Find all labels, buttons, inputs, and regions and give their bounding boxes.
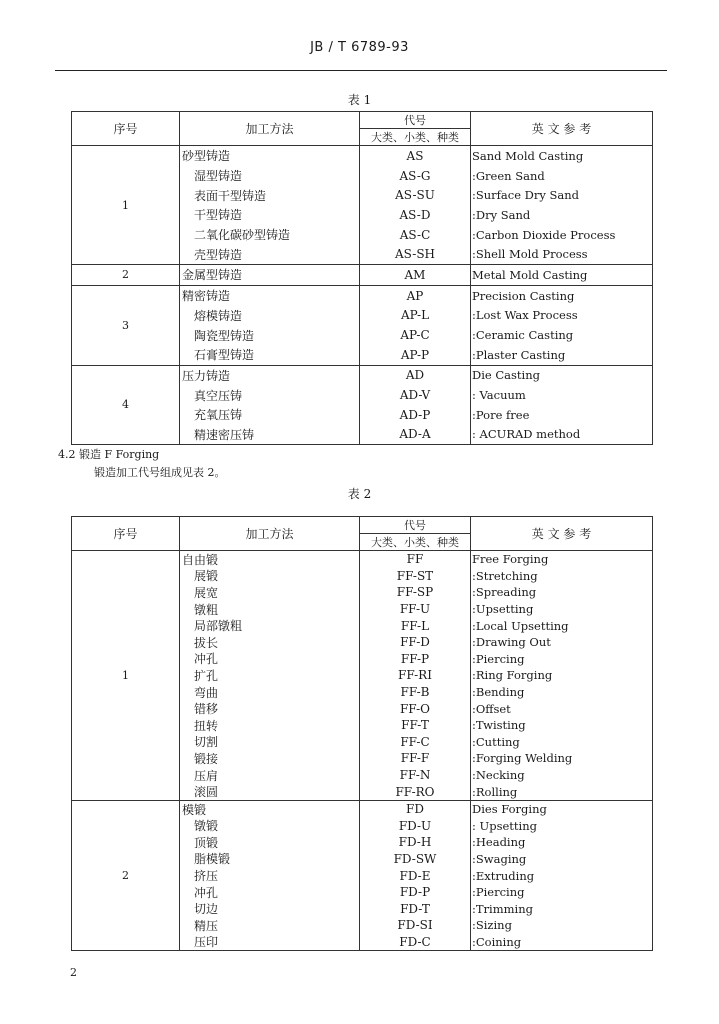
english-text: Free Forging	[472, 552, 549, 567]
method-text: 二氧化碳砂型铸造	[194, 228, 291, 243]
english-text: : Vacuum	[472, 388, 526, 403]
code-text: AS	[406, 148, 424, 163]
method-text: 扭转	[194, 718, 219, 733]
code-text: FF-C	[400, 734, 430, 749]
method-text: 顶锻	[194, 835, 219, 850]
method-text: 展宽	[194, 585, 219, 600]
code-text: AP	[406, 288, 424, 303]
table2	[71, 516, 653, 951]
code-cell	[360, 551, 471, 801]
code-text: FF-RI	[398, 668, 432, 683]
english-text: :Upsetting	[472, 602, 534, 617]
seq-cell: 1	[72, 146, 180, 265]
code-text: AP-C	[400, 328, 430, 343]
method-cell	[180, 551, 360, 801]
code-text: FD-E	[399, 868, 431, 883]
method-text: 压印	[194, 935, 219, 950]
english-cell	[471, 365, 653, 445]
code-text: AD-P	[399, 407, 431, 422]
code-text: AS-SH	[394, 247, 436, 262]
code-text: AS-C	[399, 227, 431, 242]
code-text: FF-D	[400, 635, 430, 650]
code-text: FD-U	[398, 818, 432, 833]
english-cell	[471, 146, 653, 265]
code-cell	[360, 365, 471, 445]
table2-header-code: 代号	[360, 517, 471, 534]
code-text: FD-SI	[397, 918, 433, 933]
method-text: 错移	[194, 702, 219, 717]
table2-header-method: 加工方法	[180, 517, 360, 551]
english-cell	[471, 551, 653, 801]
code-text: AD-A	[399, 427, 431, 442]
table1-header-code-sub: 大类、小类、种类	[360, 129, 471, 146]
table2-header-seq: 序号	[72, 517, 180, 551]
english-text: :Bending	[472, 685, 525, 700]
code-text: FF-F	[400, 751, 430, 766]
english-text: :Swaging	[472, 851, 527, 866]
method-text: 展锻	[194, 569, 219, 584]
english-cell	[471, 800, 653, 950]
method-text: 模锻	[182, 802, 207, 817]
method-text: 精压	[194, 918, 219, 933]
method-text: 压力铸造	[182, 368, 231, 383]
table2-group-row	[72, 800, 653, 950]
method-cell	[180, 285, 360, 365]
method-text: 切割	[194, 735, 219, 750]
table1-group-row	[72, 146, 653, 265]
method-text: 镦粗	[194, 602, 219, 617]
method-text: 滚圆	[194, 785, 219, 800]
code-text: FF-B	[400, 685, 430, 700]
code-text: FF-SP	[396, 585, 434, 600]
table2-body	[72, 551, 653, 951]
english-text: :Dry Sand	[472, 207, 531, 222]
section-heading: 4.2 锻造 F Forging	[58, 448, 160, 461]
english-text: :Forging Welding	[472, 751, 573, 766]
english-text: :Sizing	[472, 918, 512, 933]
code-text: FD-C	[399, 934, 431, 949]
code-text: FF-T	[401, 718, 429, 733]
method-cell	[180, 365, 360, 445]
table1-header-method: 加工方法	[180, 112, 360, 146]
code-text: FF-L	[400, 618, 430, 633]
table2-header-code-sub: 大类、小类、种类	[360, 534, 471, 551]
method-text: 陶瓷型铸造	[194, 328, 255, 343]
code-text: FF-ST	[396, 568, 434, 583]
table1-group-row	[72, 365, 653, 445]
method-text: 局部镦粗	[194, 619, 243, 634]
seq-cell: 3	[72, 285, 180, 365]
method-text: 脂模锻	[194, 852, 231, 867]
code-text: AS-D	[399, 207, 431, 222]
code-text: FF-RO	[395, 784, 435, 799]
table2-caption: 表 2	[347, 487, 372, 501]
method-cell	[180, 800, 360, 950]
english-text: :Carbon Dioxide Process	[472, 227, 616, 242]
english-text: Metal Mold Casting	[472, 267, 588, 282]
code-text: AP-L	[400, 308, 430, 323]
english-text: :Ring Forging	[472, 668, 553, 683]
english-text: :Shell Mold Process	[472, 247, 588, 262]
english-text: :Cutting	[472, 734, 520, 749]
table2-group-row	[72, 551, 653, 801]
method-text: 精速密压铸	[194, 427, 255, 442]
table1-header-seq: 序号	[72, 112, 180, 146]
code-text: FF	[406, 552, 424, 567]
code-cell	[360, 146, 471, 265]
method-text: 压肩	[194, 768, 219, 783]
method-text: 锻接	[194, 751, 219, 766]
method-text: 冲孔	[194, 885, 219, 900]
english-text: Dies Forging	[472, 802, 547, 817]
english-text: Precision Casting	[472, 288, 575, 303]
english-text: :Extruding	[472, 868, 535, 883]
method-text: 真空压铸	[194, 388, 243, 403]
table1-header-english: 英 文 参 考	[471, 112, 653, 146]
method-text: 湿型铸造	[194, 169, 243, 184]
code-text: AP-P	[400, 347, 430, 362]
code-text: FD-H	[398, 835, 432, 850]
method-text: 充氧压铸	[194, 408, 243, 423]
english-text: :Offset	[472, 701, 511, 716]
english-text: :Drawing Out	[472, 635, 551, 650]
method-text: 精密铸造	[182, 289, 231, 304]
english-text: :Rolling	[472, 784, 518, 799]
code-text: FD-P	[399, 885, 431, 900]
method-text: 壳型铸造	[194, 247, 243, 262]
english-text: :Trimming	[472, 901, 533, 916]
header-rule	[55, 70, 667, 71]
code-text: FF-U	[399, 602, 431, 617]
document-code: JB / T 6789-93	[310, 40, 409, 55]
code-cell	[360, 265, 471, 286]
english-text: :Surface Dry Sand	[472, 188, 580, 203]
code-cell	[360, 285, 471, 365]
table1-group-row	[72, 285, 653, 365]
code-text: FF-P	[400, 651, 430, 666]
code-text: FD-T	[400, 901, 430, 916]
method-text: 扩孔	[194, 668, 219, 683]
code-text: AM	[404, 267, 426, 282]
code-text: AS-G	[399, 168, 431, 183]
english-text: :Piercing	[472, 651, 525, 666]
english-text: :Ceramic Casting	[472, 328, 574, 343]
method-text: 镦锻	[194, 819, 219, 834]
english-text: :Twisting	[472, 718, 526, 733]
method-cell	[180, 265, 360, 286]
table1-caption: 表 1	[347, 93, 372, 107]
english-text: Sand Mold Casting	[472, 148, 584, 163]
english-text: :Piercing	[472, 885, 525, 900]
english-text: :Stretching	[472, 568, 538, 583]
english-cell	[471, 265, 653, 286]
seq-cell: 1	[72, 551, 180, 801]
english-text: :Necking	[472, 768, 525, 783]
english-text: :Pore free	[472, 407, 530, 422]
method-text: 熔模铸造	[194, 308, 243, 323]
seq-cell: 2	[72, 800, 180, 950]
code-text: FF-O	[399, 701, 430, 716]
english-text: :Lost Wax Process	[472, 308, 578, 323]
seq-cell: 4	[72, 365, 180, 445]
code-text: FF-N	[399, 768, 431, 783]
code-text: AD-V	[399, 388, 431, 403]
code-text: FD	[406, 802, 424, 817]
english-text: :Green Sand	[472, 168, 545, 183]
method-text: 表面干型铸造	[194, 188, 267, 203]
code-text: AD	[405, 368, 425, 383]
page-number: 2	[70, 966, 77, 979]
method-text: 干型铸造	[194, 208, 243, 223]
method-text: 拔长	[194, 635, 219, 650]
method-cell	[180, 146, 360, 265]
english-text: Die Casting	[472, 368, 540, 383]
table2-header-english: 英 文 参 考	[471, 517, 653, 551]
method-text: 切边	[194, 902, 219, 917]
english-text: :Spreading	[472, 585, 537, 600]
table1-group-row	[72, 265, 653, 286]
method-text: 挤压	[194, 869, 219, 884]
table1-body	[72, 146, 653, 445]
code-cell	[360, 800, 471, 950]
english-cell	[471, 285, 653, 365]
code-text: AS-SU	[395, 188, 435, 203]
english-text: : ACURAD method	[472, 427, 581, 442]
method-text: 砂型铸造	[182, 149, 231, 164]
method-text: 金属型铸造	[182, 268, 243, 283]
method-text: 冲孔	[194, 652, 219, 667]
method-text: 自由锻	[182, 552, 219, 567]
section-note: 锻造加工代号组成见表 2。	[94, 466, 226, 479]
english-text: :Local Upsetting	[472, 618, 569, 633]
english-text: :Heading	[472, 835, 526, 850]
english-text: :Plaster Casting	[472, 347, 566, 362]
seq-cell: 2	[72, 265, 180, 286]
code-text: FD-SW	[393, 851, 437, 866]
table1-header-code: 代号	[360, 112, 471, 129]
method-text: 弯曲	[194, 685, 219, 700]
table1	[71, 111, 653, 445]
method-text: 石膏型铸造	[194, 348, 255, 363]
english-text: : Upsetting	[472, 818, 537, 833]
english-text: :Coining	[472, 934, 522, 949]
